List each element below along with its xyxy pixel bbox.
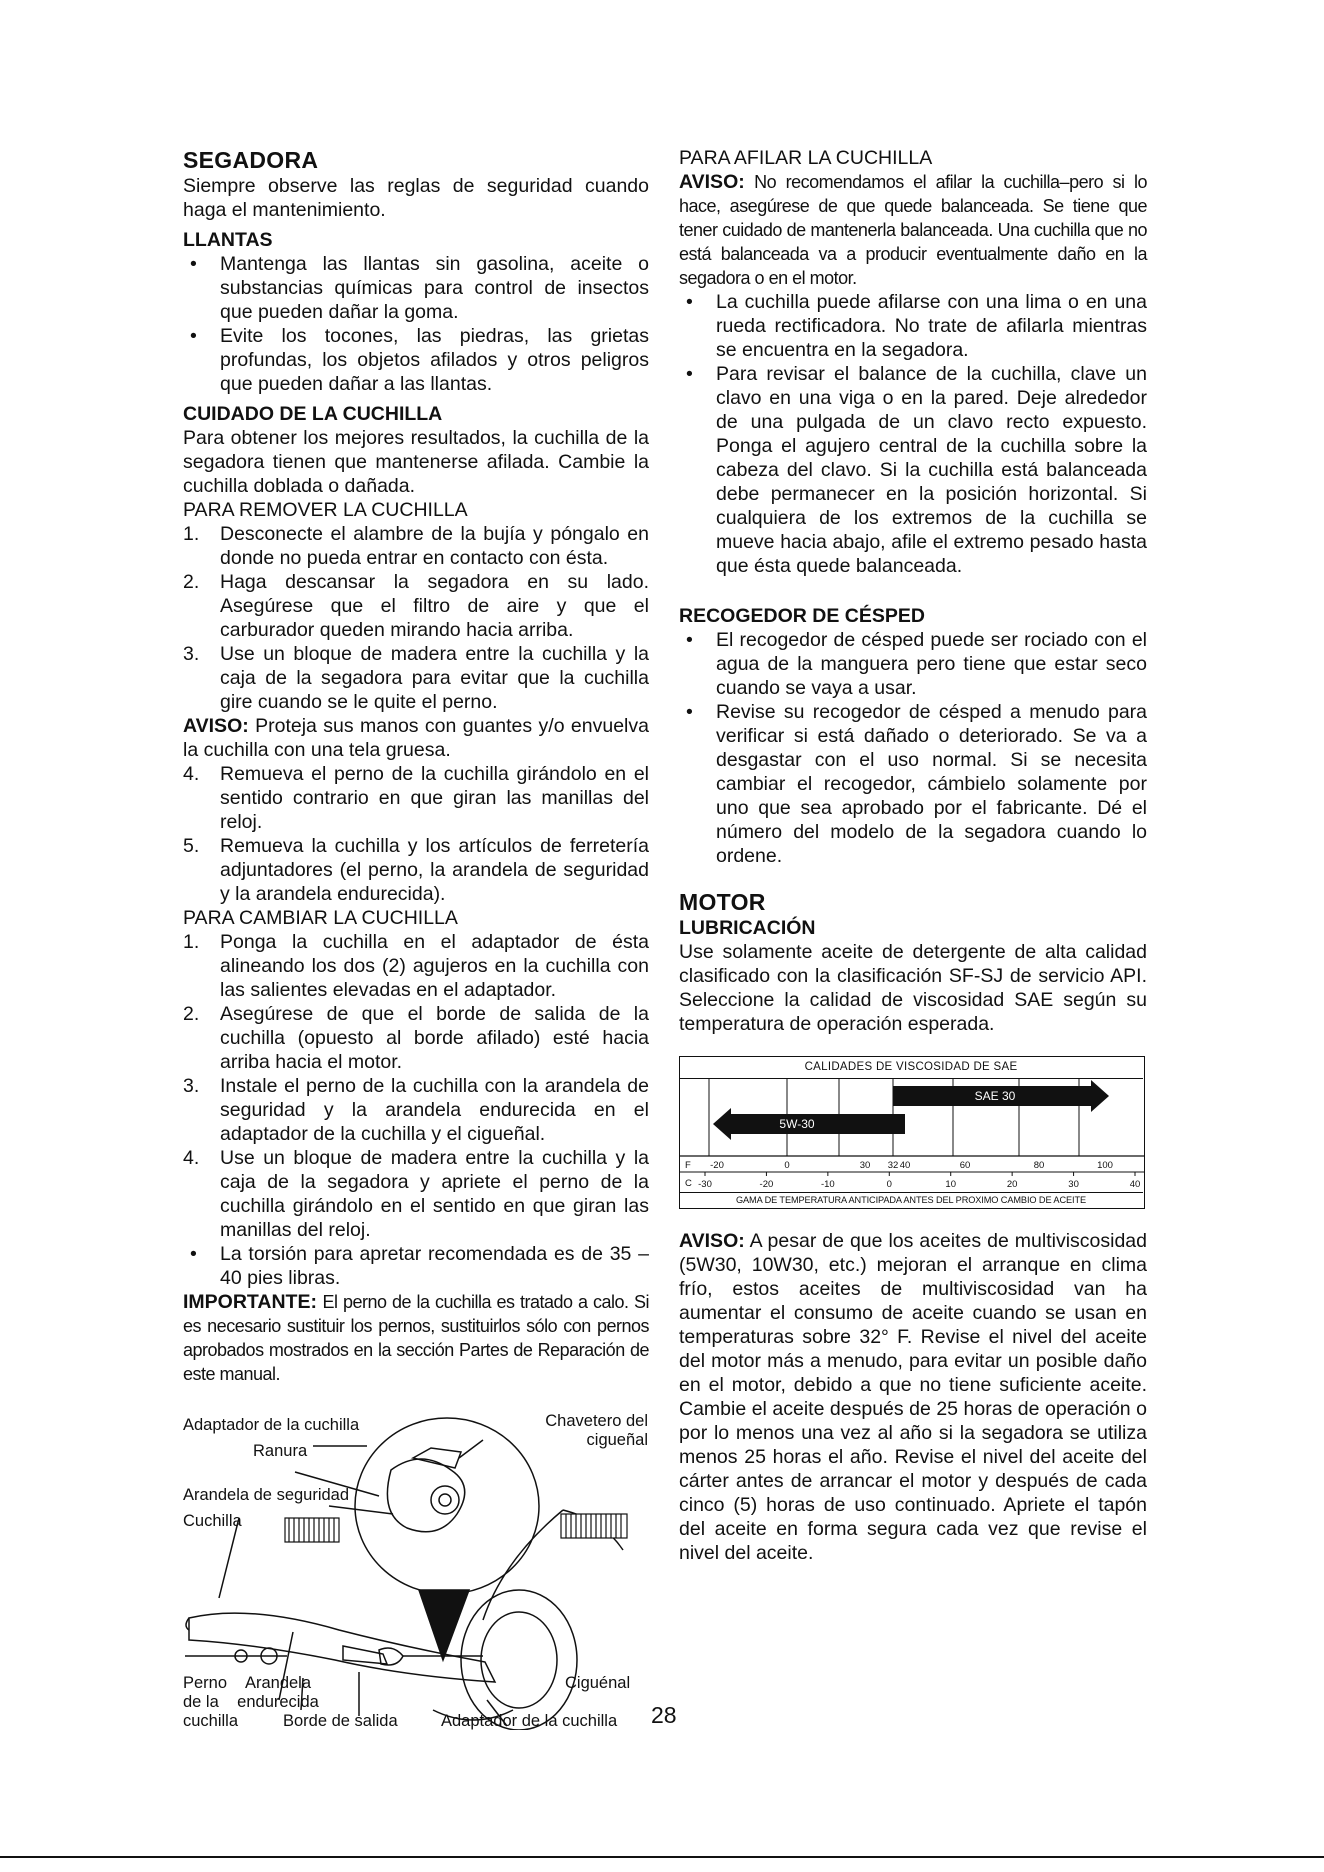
f-tick-label: 100: [1097, 1160, 1113, 1171]
aviso-multiviscosidad: AVISO: A pesar de que los aceites de multiviscosidad (5W30, 10W30, etc.) mejoran el arranque en clima frío, estos aceites de multiviscosidad van ha aumentar el consumo de aceite cuando se usan en temperaturas sobre 32° F. Revise el nivel del aceite del motor más a menudo, para evitar un posible daño en el motor, debido a que no tiene suficiente aceite. Cambie el aceite después de 25 horas de operación o por lo menos una vez al año si la segadora se utiliza menos 25 horas el año. Revise el nivel del aceite del cárter antes de arrancar el motor y después de cada cinco (5) horas de uso continuado. Apriete el tapón del aceite en forma segura cada vez que revise el nivel del aceite.: [679, 1230, 1147, 1564]
list-item: • Para revisar el balance de la cuchilla, clave un clavo en una viga o en la pared. Deje alrededor de una pulgada de un clavo recto expuesto. Ponga el agujero central de la cuchilla sobre la cabeza del clavo. Si la cuchilla está balanceada debe permanecer en la posición horizontal. Si cualquiera de los extremos de la cuchilla se mueve hacia abajo, afile el extremo pesado hasta que ésta quede balanceada.: [679, 362, 1147, 578]
afilar-list: [679, 290, 1147, 578]
list-item: • La torsión para apretar recomendada es de 35 – 40 pies libras.: [183, 1242, 649, 1290]
series-label: SAE 30: [974, 1089, 1016, 1103]
f-tick-label: 0: [784, 1160, 790, 1171]
list-item: 5. Remueva la cuchilla y los artículos de ferretería adjuntadores (el perno, la arandela de seguridad y la arandela endurecida).: [183, 835, 649, 905]
page-number: 28: [651, 1702, 677, 1728]
remover-list-cont: [183, 762, 649, 906]
label-chavetero: Chavetero del cigueñal: [545, 1412, 648, 1449]
label-arandela-endurecida: Arandela endurecida: [237, 1674, 319, 1711]
c-tick-label: 0: [886, 1179, 892, 1190]
heading-segadora: SEGADORA: [183, 147, 319, 173]
heading-recogedor: RECOGEDOR DE CÉSPED: [679, 605, 925, 627]
heading-lubricacion: LUBRICACIÓN: [679, 917, 816, 939]
list-item: 1. Ponga la cuchilla en el adaptador de ésta alineando los dos (2) agujeros en la cuchilla con las salientes elevadas en el adaptador.: [183, 931, 649, 1001]
f-tick-label: 30: [859, 1160, 871, 1171]
f-axis-label: F: [685, 1160, 691, 1171]
viscosity-chart: [679, 1056, 1145, 1209]
c-tick-label: 40: [1129, 1179, 1141, 1190]
intro-paragraph: Siempre observe las reglas de seguridad cuando haga el mantenimiento.: [183, 175, 649, 221]
viscosity-plot: [679, 1056, 1145, 1209]
heading-llantas: LLANTAS: [183, 229, 273, 251]
label-arandela-seguridad: Arandela de seguridad: [183, 1486, 350, 1504]
list-item: • Revise su recogedor de césped a menudo para verificar si está dañado o deteriorado. Se va a desgastar con el uso normal. Si se necesita cambiar el recogedor, cámbielo solamente por uno que sea aprobado por el fabricante. Dé el número del modelo de la segadora cuando lo ordene.: [679, 700, 1147, 868]
label-perno: Perno de la cuchilla: [183, 1674, 239, 1730]
cuidado-paragraph: Para obtener los mejores resultados, la cuchilla de la segadora tienen que mantenerse afilada. Cambie la cuchilla doblada o dañada.: [183, 427, 649, 497]
importante-paragraph: IMPORTANTE: El perno de la cuchilla es tratado a calo. Si es necesario sustituir los pernos, sustituirlos sólo con pernos aprobados mostrados en la sección Partes de Reparación de este manual.: [183, 1291, 649, 1384]
c-tick-label: 10: [945, 1179, 957, 1190]
list-item: 3. Instale el perno de la cuchilla con la arandela de seguridad y la arandela endurecida en el adaptador de la cuchilla y el cigueñal.: [183, 1075, 649, 1145]
label-borde-salida: Borde de salida: [283, 1712, 398, 1730]
series-label: 5W-30: [779, 1117, 815, 1131]
f-tick-label: 32: [887, 1160, 899, 1171]
recogedor-list: [679, 628, 1147, 868]
chart-title: CALIDADES DE VISCOSIDAD DE SAE: [679, 1056, 1143, 1079]
list-item: 4. Use un bloque de madera entre la cuchilla y la caja de la segadora y apriete el perno de la cuchilla girándolo en el sentido en que giran las manillas del reloj.: [183, 1147, 649, 1241]
label-adaptador-top: Adaptador de la cuchilla: [183, 1416, 360, 1434]
bottom-rule: [0, 1856, 1324, 1858]
list-item: 2. Asegúrese de que el borde de salida de la cuchilla (opuesto al borde afilado) esté hacia arriba hacia el motor.: [183, 1003, 649, 1073]
c-tick-label: 30: [1068, 1179, 1079, 1190]
aviso-afilar: AVISO: No recomendamos el afilar la cuchilla–pero si lo hace, asegúrese de que quede balanceada. Se tiene que tener cuidado de mantenerla balanceada. Una cuchilla que no está balanceada va a producir eventualmente daño en la segadora o en el motor.: [679, 171, 1147, 288]
c-axis-label: C: [685, 1178, 692, 1189]
lubricacion-paragraph: Use solamente aceite de detergente de alta calidad clasificado con la clasificación SF-SJ de servicio API. Seleccione la calidad de viscosidad SAE según su temperatura de operación esperada.: [679, 941, 1147, 1035]
heading-cuidado: CUIDADO DE LA CUCHILLA: [183, 403, 443, 425]
c-tick-label: -10: [820, 1179, 835, 1190]
list-item: • El recogedor de césped puede ser rociado con el agua de la manguera pero tiene que estar seco cuando se vaya a usar.: [679, 628, 1147, 700]
list-item: • Mantenga las llantas sin gasolina, aceite o substancias químicas para control de insectos que pueden dañar la goma.: [183, 252, 649, 324]
list-item: • Evite los tocones, las piedras, las grietas profundas, los objetos afilados y otros peligros que pueden dañar a las llantas.: [183, 324, 649, 396]
list-item: • La cuchilla puede afilarse con una lima o en una rueda rectificadora. No trate de afilarla mientras se encuentra en la segadora.: [679, 290, 1147, 362]
label-ranura: Ranura: [253, 1442, 308, 1460]
label-adaptador-bottom: Adaptador de la cuchilla: [441, 1712, 618, 1730]
c-tick-label: -20: [759, 1179, 774, 1190]
f-tick-label: 60: [959, 1160, 971, 1171]
f-tick-label: 80: [1033, 1160, 1045, 1171]
cambiar-list: [183, 930, 649, 1290]
heading-motor: MOTOR: [679, 889, 766, 915]
remover-list: [183, 522, 649, 714]
list-item: 2. Haga descansar la segadora en su lado. Asegúrese que el filtro de aire y que el carburador queden mirando hacia arriba.: [183, 571, 649, 641]
blade-diagram: [183, 1410, 649, 1730]
heading-cambiar: PARA CAMBIAR LA CUCHILLA: [183, 907, 458, 929]
c-tick-label: -30: [698, 1179, 712, 1190]
c-tick-label: 20: [1006, 1179, 1018, 1190]
label-ciguenal: Ciguénal: [565, 1674, 631, 1692]
heading-afilar: PARA AFILAR LA CUCHILLA: [679, 147, 933, 169]
list-item: 4. Remueva el perno de la cuchilla girándolo en el sentido contrario en que giran las manillas del reloj.: [183, 763, 649, 833]
label-cuchilla: Cuchilla: [183, 1512, 242, 1530]
f-tick-label: -20: [710, 1160, 724, 1171]
llantas-list: [183, 252, 649, 396]
right-column: [679, 146, 1147, 1565]
list-item: 3. Use un bloque de madera entre la cuchilla y la caja de la segadora para evitar que la cuchilla gire cuando se le quite el perno.: [183, 643, 649, 713]
f-tick-label: 40: [899, 1160, 911, 1171]
chart-footer: GAMA DE TEMPERATURA ANTICIPADA ANTES DEL PROXIMO CAMBIO DE ACEITE: [679, 1192, 1143, 1208]
heading-remover: PARA REMOVER LA CUCHILLA: [183, 499, 468, 521]
aviso-guantes: AVISO: Proteja sus manos con guantes y/o envuelva la cuchilla con una tela gruesa.: [183, 715, 649, 761]
left-column: [183, 146, 649, 1386]
list-item: 1. Desconecte el alambre de la bujía y póngalo en donde no pueda entrar en contacto con ésta.: [183, 523, 649, 569]
